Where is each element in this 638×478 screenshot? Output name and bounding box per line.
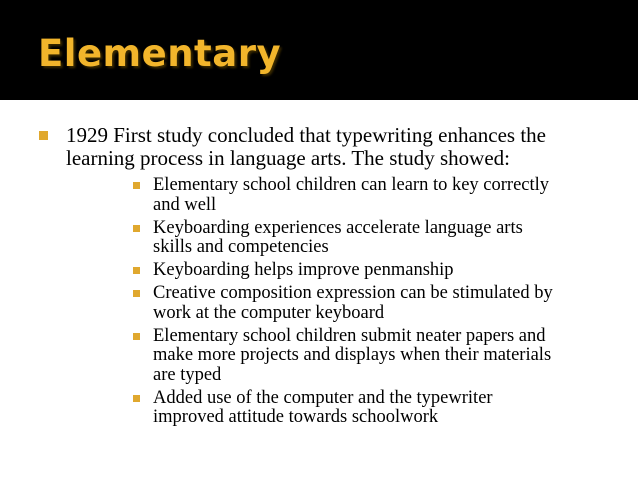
sub-bullet-item	[66, 389, 598, 428]
square-bullet-icon	[133, 225, 140, 232]
sub-bullet-text: Elementary school children submit neater papers and make more projects and displays when their materials are typed	[153, 325, 552, 385]
sub-bullet-text: Keyboarding experiences accelerate language arts skills and competencies	[153, 217, 523, 257]
sub-bullet-text: Elementary school children can learn to key correctly and well	[153, 175, 550, 215]
sub-bullet-item	[66, 219, 598, 258]
slide-title: Elementary	[38, 32, 282, 75]
square-bullet-icon	[133, 395, 140, 402]
sub-bullet-item	[66, 284, 598, 323]
sub-bullet-item	[66, 327, 598, 386]
sub-bullet-list	[66, 176, 598, 428]
square-bullet-icon	[133, 267, 140, 274]
main-bullet	[0, 124, 638, 428]
sub-bullet-item	[66, 176, 598, 215]
square-bullet-icon	[39, 131, 48, 140]
sub-bullet-text: Added use of the computer and the typewriter improved attitude towards schoolwork	[153, 387, 493, 427]
sub-bullet-text: Creative composition expression can be stimulated by work at the computer keyboard	[153, 283, 553, 323]
main-bullet-text: 1929 First study concluded that typewriting enhances the learning process in language arts. The study showed:	[66, 123, 546, 170]
sub-bullet-item	[66, 261, 598, 281]
square-bullet-icon	[133, 182, 140, 189]
slide-content	[0, 124, 638, 431]
square-bullet-icon	[133, 290, 140, 297]
sub-bullet-text: Keyboarding helps improve penmanship	[153, 260, 454, 280]
square-bullet-icon	[133, 333, 140, 340]
title-band	[0, 0, 638, 100]
